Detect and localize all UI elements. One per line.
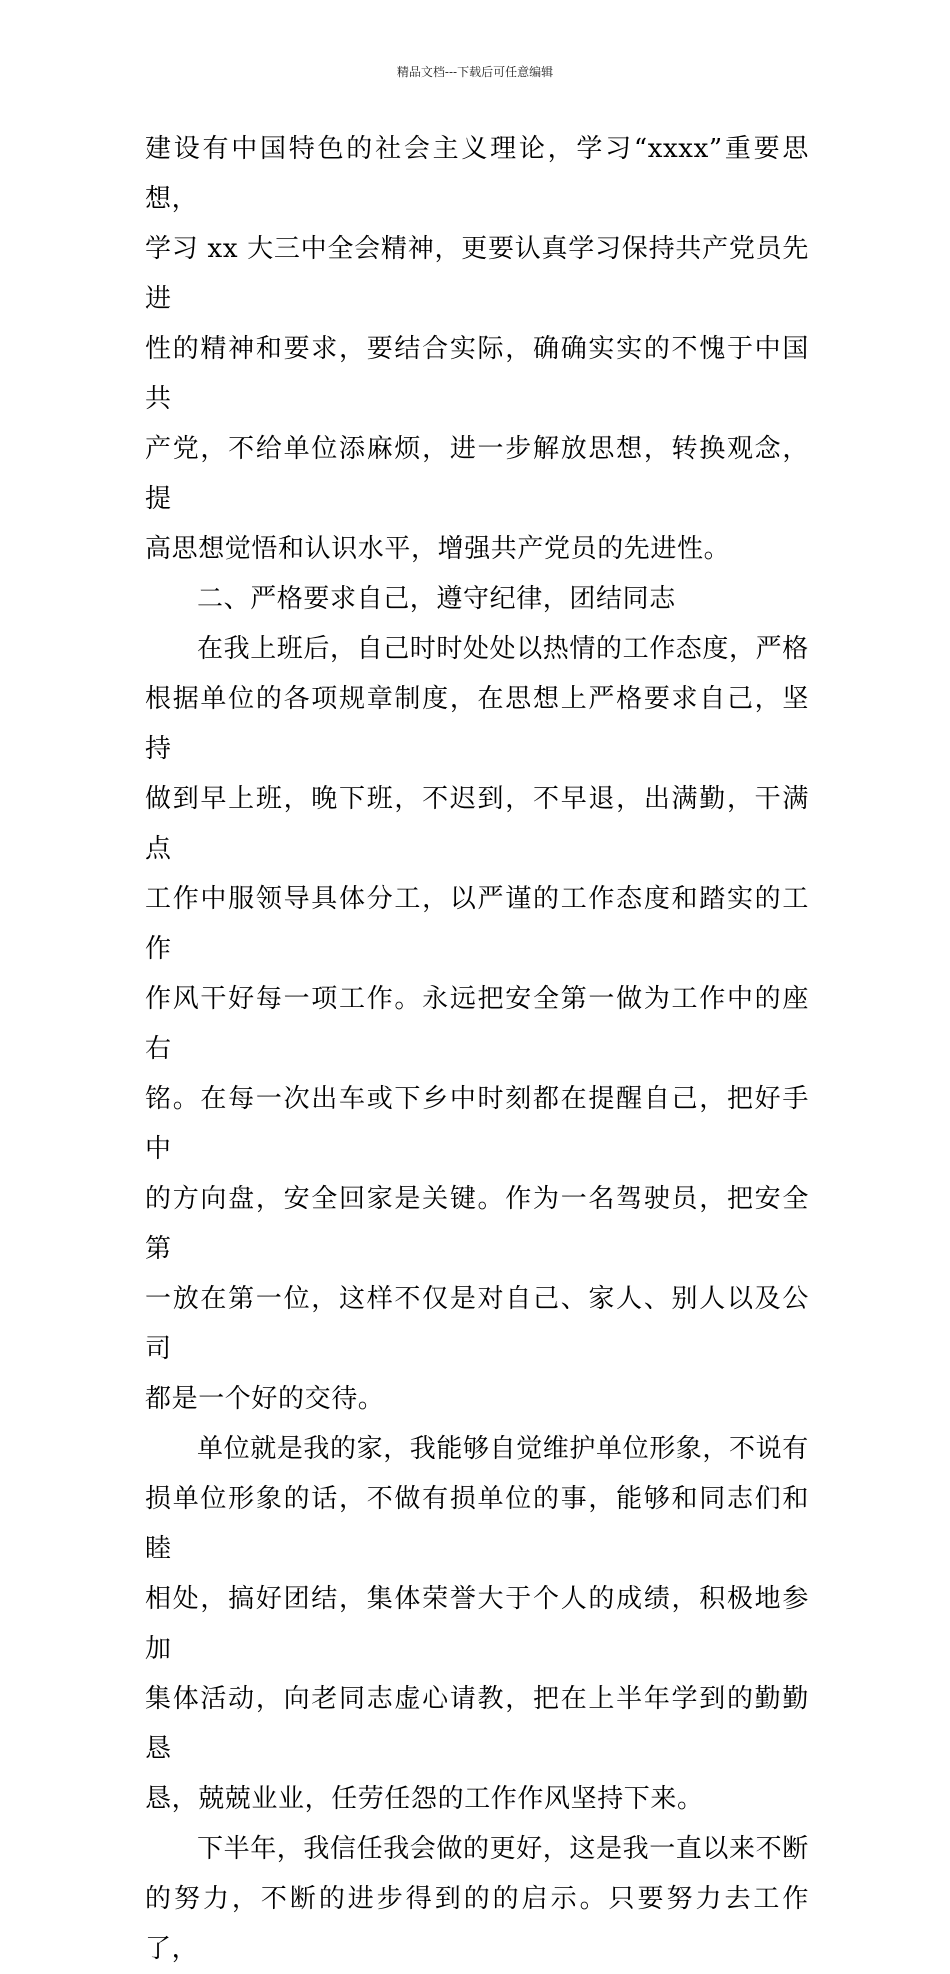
text-line: 集体活动，向老同志虚心请教，把在上半年学到的勤勤恳 bbox=[145, 1684, 809, 1764]
text-line: 的方向盘，安全回家是关键。作为一名驾驶员，把安全第 bbox=[145, 1184, 809, 1264]
section-heading-text: 二、严格要求自己，遵守纪律，团结同志 bbox=[197, 584, 676, 614]
paragraph-second-half bbox=[145, 1824, 809, 1974]
text-line: 铭。在每一次出车或下乡中时刻都在提醒自己，把好手中 bbox=[145, 1084, 809, 1164]
text-line: 性的精神和要求，要结合实际，确确实实的不愧于中国共 bbox=[145, 334, 809, 414]
text-line: 学习 xx 大三中全会精神，更要认真学习保持共产党员先进 bbox=[145, 234, 809, 314]
text-line: 一放在第一位，这样不仅是对自己、家人、别人以及公司 bbox=[145, 1284, 809, 1364]
text-line: 下半年，我信任我会做的更好，这是我一直以来不断 bbox=[197, 1834, 809, 1864]
document-body bbox=[145, 124, 809, 1974]
text-line: 单位就是我的家，我能够自觉维护单位形象，不说有 bbox=[197, 1434, 809, 1464]
text-line: 损单位形象的话，不做有损单位的事，能够和同志们和睦 bbox=[145, 1484, 809, 1564]
text-line: 工作中服领导具体分工，以严谨的工作态度和踏实的工作 bbox=[145, 884, 809, 964]
text-line: 根据单位的各项规章制度，在思想上严格要求自己，坚持 bbox=[145, 684, 809, 764]
text-line: 作风干好每一项工作。永远把安全第一做为工作中的座右 bbox=[145, 984, 809, 1064]
text-line: 建设有中国特色的社会主义理论，学习“xxxx”重要思想， bbox=[145, 134, 809, 214]
section-heading bbox=[145, 574, 809, 624]
text-line: 都是一个好的交待。 bbox=[145, 1384, 385, 1414]
text-line: 高思想觉悟和认识水平，增强共产党员的先进性。 bbox=[145, 534, 731, 564]
paragraph-discipline bbox=[145, 624, 809, 1424]
text-line: 相处，搞好团结，集体荣誉大于个人的成绩，积极地参加 bbox=[145, 1584, 809, 1664]
page-header: 精品文档---下载后可任意编辑 bbox=[396, 65, 554, 79]
paragraph-unity bbox=[145, 1424, 809, 1824]
text-line: 的努力，不断的进步得到的的启示。只要努力去工作了， bbox=[145, 1884, 809, 1964]
text-line: 恳，兢兢业业，任劳任怨的工作作风坚持下来。 bbox=[145, 1784, 704, 1814]
text-line: 做到早上班，晚下班，不迟到，不早退，出满勤，干满点 bbox=[145, 784, 809, 864]
text-line: 产党，不给单位添麻烦，进一步解放思想，转换观念，提 bbox=[145, 434, 809, 514]
paragraph-theory-study bbox=[145, 124, 809, 574]
text-line: 在我上班后，自己时时处处以热情的工作态度，严格 bbox=[197, 634, 809, 664]
